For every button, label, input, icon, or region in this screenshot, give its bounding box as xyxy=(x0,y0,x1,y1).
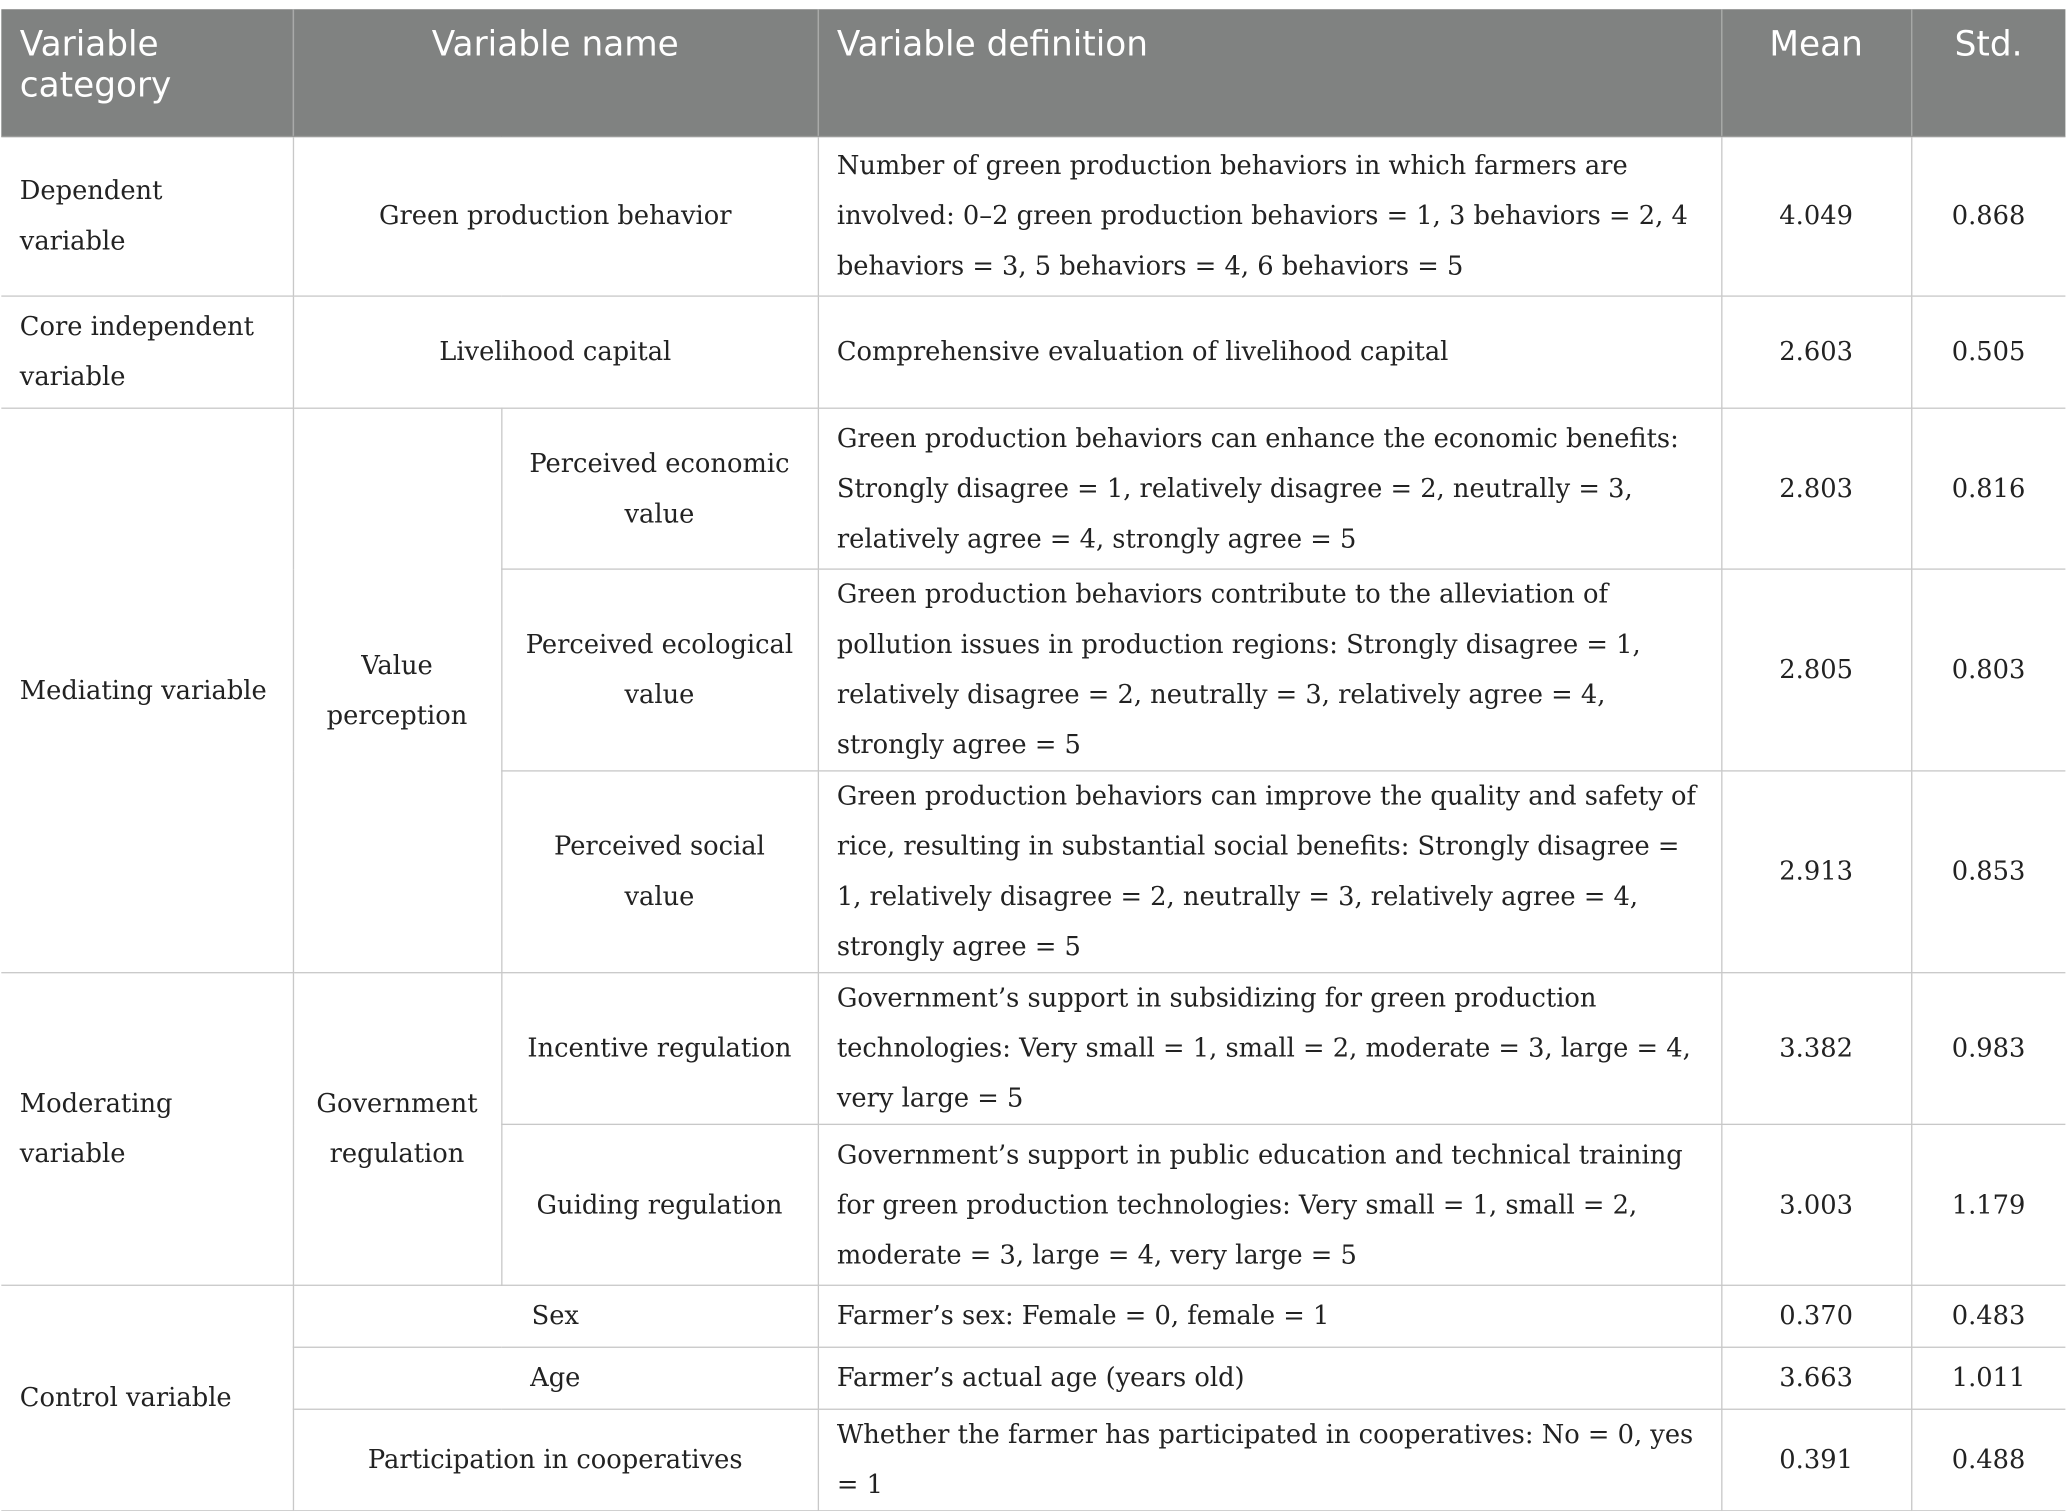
std-cell: 0.816 xyxy=(1911,408,2065,569)
variable-name-cell: Sex xyxy=(293,1285,818,1347)
mean-cell: 2.803 xyxy=(1721,408,1911,569)
variable-name-cell: Perceived social value xyxy=(501,771,818,973)
category-cell: Core independent variable xyxy=(1,296,292,408)
header-variable-category: Variable category xyxy=(1,9,292,136)
std-cell: 0.505 xyxy=(1911,296,2065,408)
category-cell: Control variable xyxy=(1,1285,292,1511)
table-row xyxy=(1,1347,2065,1409)
variable-name-cell: Perceived ecological value xyxy=(501,569,818,771)
variable-name-cell: Participation in cooperatives xyxy=(293,1409,818,1511)
std-cell: 0.983 xyxy=(1911,973,2065,1125)
group-cell: Value perception xyxy=(293,408,501,972)
std-cell: 1.011 xyxy=(1911,1347,2065,1409)
definition-cell: Whether the farmer has participated in cooperatives: No = 0, yes = 1 xyxy=(818,1409,1721,1511)
mean-cell: 2.913 xyxy=(1721,771,1911,973)
mean-cell: 2.603 xyxy=(1721,296,1911,408)
variable-name-cell: Incentive regulation xyxy=(501,973,818,1125)
mean-cell: 0.370 xyxy=(1721,1285,1911,1347)
variable-name-cell: Perceived economic value xyxy=(501,408,818,569)
definition-cell: Number of green production behaviors in which farmers are involved: 0–2 green production behaviors = 1, 3 behaviors = 2, 4 behaviors = 3, 5 behaviors = 4, 6 behaviors = 5 xyxy=(818,137,1721,297)
std-cell: 0.483 xyxy=(1911,1285,2065,1347)
variable-name-cell: Livelihood capital xyxy=(293,296,818,408)
std-cell: 0.853 xyxy=(1911,771,2065,973)
definition-cell: Green production behaviors can improve the quality and safety of rice, resulting in substantial social benefits: Strongly disagree = 1, relatively disagree = 2, neutrally = 3, relatively agree = 4, strongly agree = 5 xyxy=(818,771,1721,973)
mean-cell: 0.391 xyxy=(1721,1409,1911,1511)
header-variable-definition: Variable definition xyxy=(818,9,1721,136)
table-row xyxy=(1,296,2065,408)
table-row xyxy=(1,408,2065,569)
header-mean: Mean xyxy=(1721,9,1911,136)
variables-table xyxy=(1,9,2065,1511)
variable-name-cell: Guiding regulation xyxy=(501,1124,818,1285)
definition-cell: Government’s support in subsidizing for green production technologies: Very small = 1, small = 2, moderate = 3, large = 4, very large = 5 xyxy=(818,973,1721,1125)
category-cell: Dependent variable xyxy=(1,137,292,297)
std-cell: 0.868 xyxy=(1911,137,2065,297)
mean-cell: 2.805 xyxy=(1721,569,1911,771)
table-header-row xyxy=(1,9,2065,136)
std-cell: 0.803 xyxy=(1911,569,2065,771)
table-row xyxy=(1,137,2065,297)
header-variable-name: Variable name xyxy=(293,9,818,136)
table-row xyxy=(1,973,2065,1125)
definition-cell: Government’s support in public education and technical training for green production technologies: Very small = 1, small = 2, moderate = 3, large = 4, very large = 5 xyxy=(818,1124,1721,1285)
category-cell: Moderating variable xyxy=(1,973,292,1286)
category-cell: Mediating variable xyxy=(1,408,292,972)
header-std: Std. xyxy=(1911,9,2065,136)
mean-cell: 3.382 xyxy=(1721,973,1911,1125)
mean-cell: 3.663 xyxy=(1721,1347,1911,1409)
variable-name-cell: Age xyxy=(293,1347,818,1409)
definition-cell: Farmer’s sex: Female = 0, female = 1 xyxy=(818,1285,1721,1347)
mean-cell: 3.003 xyxy=(1721,1124,1911,1285)
definition-cell: Green production behaviors contribute to the alleviation of pollution issues in production regions: Strongly disagree = 1, relatively disagree = 2, neutrally = 3, relatively agree = 4, strongly agree = 5 xyxy=(818,569,1721,771)
table-row xyxy=(1,1285,2065,1347)
mean-cell: 4.049 xyxy=(1721,137,1911,297)
table-row xyxy=(1,1409,2065,1511)
definition-cell: Green production behaviors can enhance the economic benefits: Strongly disagree = 1, relatively disagree = 2, neutrally = 3, relatively agree = 4, strongly agree = 5 xyxy=(818,408,1721,569)
definition-cell: Comprehensive evaluation of livelihood capital xyxy=(818,296,1721,408)
definition-cell: Farmer’s actual age (years old) xyxy=(818,1347,1721,1409)
variable-name-cell: Green production behavior xyxy=(293,137,818,297)
std-cell: 1.179 xyxy=(1911,1124,2065,1285)
group-cell: Government regulation xyxy=(293,973,501,1286)
std-cell: 0.488 xyxy=(1911,1409,2065,1511)
